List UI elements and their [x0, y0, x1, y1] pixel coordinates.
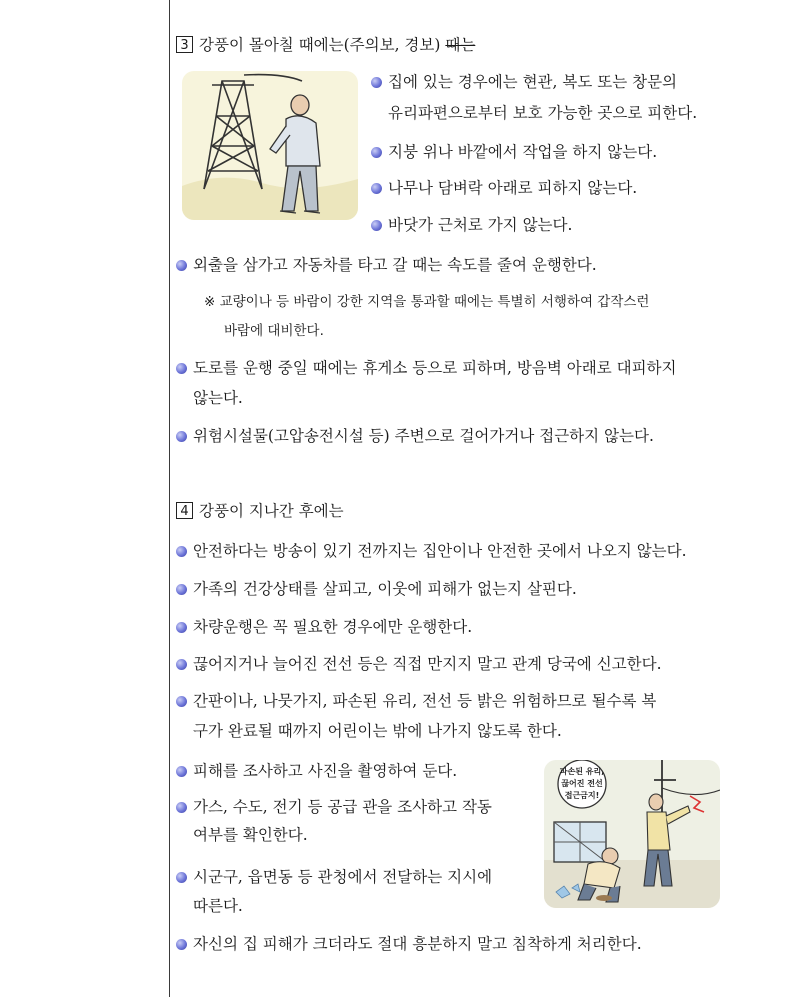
damage-illustration: [544, 760, 720, 908]
section-3-heading: [176, 34, 475, 56]
list-item-continuation: 따른다.: [193, 897, 243, 915]
tower-illustration: [182, 71, 358, 220]
list-item: 지붕 위나 바깥에서 작업을 하지 않는다.: [371, 141, 657, 163]
list-item: 끊어지거나 늘어진 전선 등은 직접 만지지 말고 관계 당국에 신고한다.: [176, 653, 662, 675]
bullet-icon: [176, 584, 187, 595]
section-number: 4: [176, 502, 193, 519]
list-item: 차량운행은 꼭 필요한 경우에만 운행한다.: [176, 616, 472, 638]
bullet-icon: [371, 147, 382, 158]
bullet-icon: [176, 696, 187, 707]
section-title: 강풍이 몰아칠 때에는(주의보, 경보): [199, 36, 446, 54]
bullet-icon: [176, 802, 187, 813]
list-item: 도로를 운행 중일 때에는 휴게소 등으로 피하며, 방음벽 아래로 대피하지: [176, 357, 677, 379]
bullet-icon: [176, 363, 187, 374]
list-item: 위험시설물(고압송전시설 등) 주변으로 걸어가거나 접근하지 않는다.: [176, 425, 654, 447]
bullet-icon: [176, 939, 187, 950]
section-4-heading: [176, 500, 344, 522]
section-title: 강풍이 지나간 후에는: [199, 502, 344, 520]
list-item: 나무나 담벼락 아래로 피하지 않는다.: [371, 177, 637, 199]
list-item-continuation: 유리파편으로부터 보호 가능한 곳으로 피한다.: [388, 104, 698, 122]
list-item-continuation: 여부를 확인한다.: [193, 826, 308, 844]
bullet-icon: [176, 766, 187, 777]
list-item-continuation: 않는다.: [193, 389, 243, 407]
section-number: 3: [176, 36, 193, 53]
bullet-icon: [176, 546, 187, 557]
note-text: ※ 교량이나 등 바람이 강한 지역을 통과할 때에는 특별히 서행하여 갑작스런: [204, 294, 650, 310]
bullet-icon: [176, 659, 187, 670]
list-item: 가스, 수도, 전기 등 공급 관을 조사하고 작동: [176, 796, 492, 818]
bullet-icon: [176, 622, 187, 633]
list-item: 안전하다는 방송이 있기 전까지는 집안이나 안전한 곳에서 나오지 않는다.: [176, 540, 687, 562]
bullet-icon: [176, 872, 187, 883]
struck-text: 때는: [445, 36, 476, 54]
margin-rule: [169, 0, 170, 997]
list-item: 집에 있는 경우에는 현관, 복도 또는 창문의: [371, 71, 677, 93]
tower-scene-drawing: [182, 71, 358, 220]
list-item: 자신의 집 피해가 크더라도 절대 흥분하지 말고 침착하게 처리한다.: [176, 933, 642, 955]
bullet-icon: [371, 183, 382, 194]
list-item: 간판이나, 나뭇가지, 파손된 유리, 전선 등 밝은 위험하므로 될수록 복: [176, 690, 656, 712]
list-item-continuation: 구가 완료될 때까지 어린이는 밖에 나가지 않도록 한다.: [193, 722, 562, 740]
list-item: 피해를 조사하고 사진을 촬영하여 둔다.: [176, 760, 457, 782]
note-text-continuation: 바람에 대비한다.: [224, 323, 324, 339]
bullet-icon: [371, 220, 382, 231]
list-item: 외출을 삼가고 자동차를 타고 갈 때는 속도를 줄여 운행한다.: [176, 254, 597, 276]
bullet-icon: [176, 431, 187, 442]
list-item: 가족의 건강상태를 살피고, 이웃에 피해가 없는지 살핀다.: [176, 578, 577, 600]
list-item: 바닷가 근처로 가지 않는다.: [371, 214, 572, 236]
bullet-icon: [176, 260, 187, 271]
bullet-icon: [371, 77, 382, 88]
list-item: 시군구, 읍면동 등 관청에서 전달하는 지시에: [176, 866, 492, 888]
warning-sign: 파손된 유리, 끊어진 전선 접근금지!: [559, 767, 605, 800]
